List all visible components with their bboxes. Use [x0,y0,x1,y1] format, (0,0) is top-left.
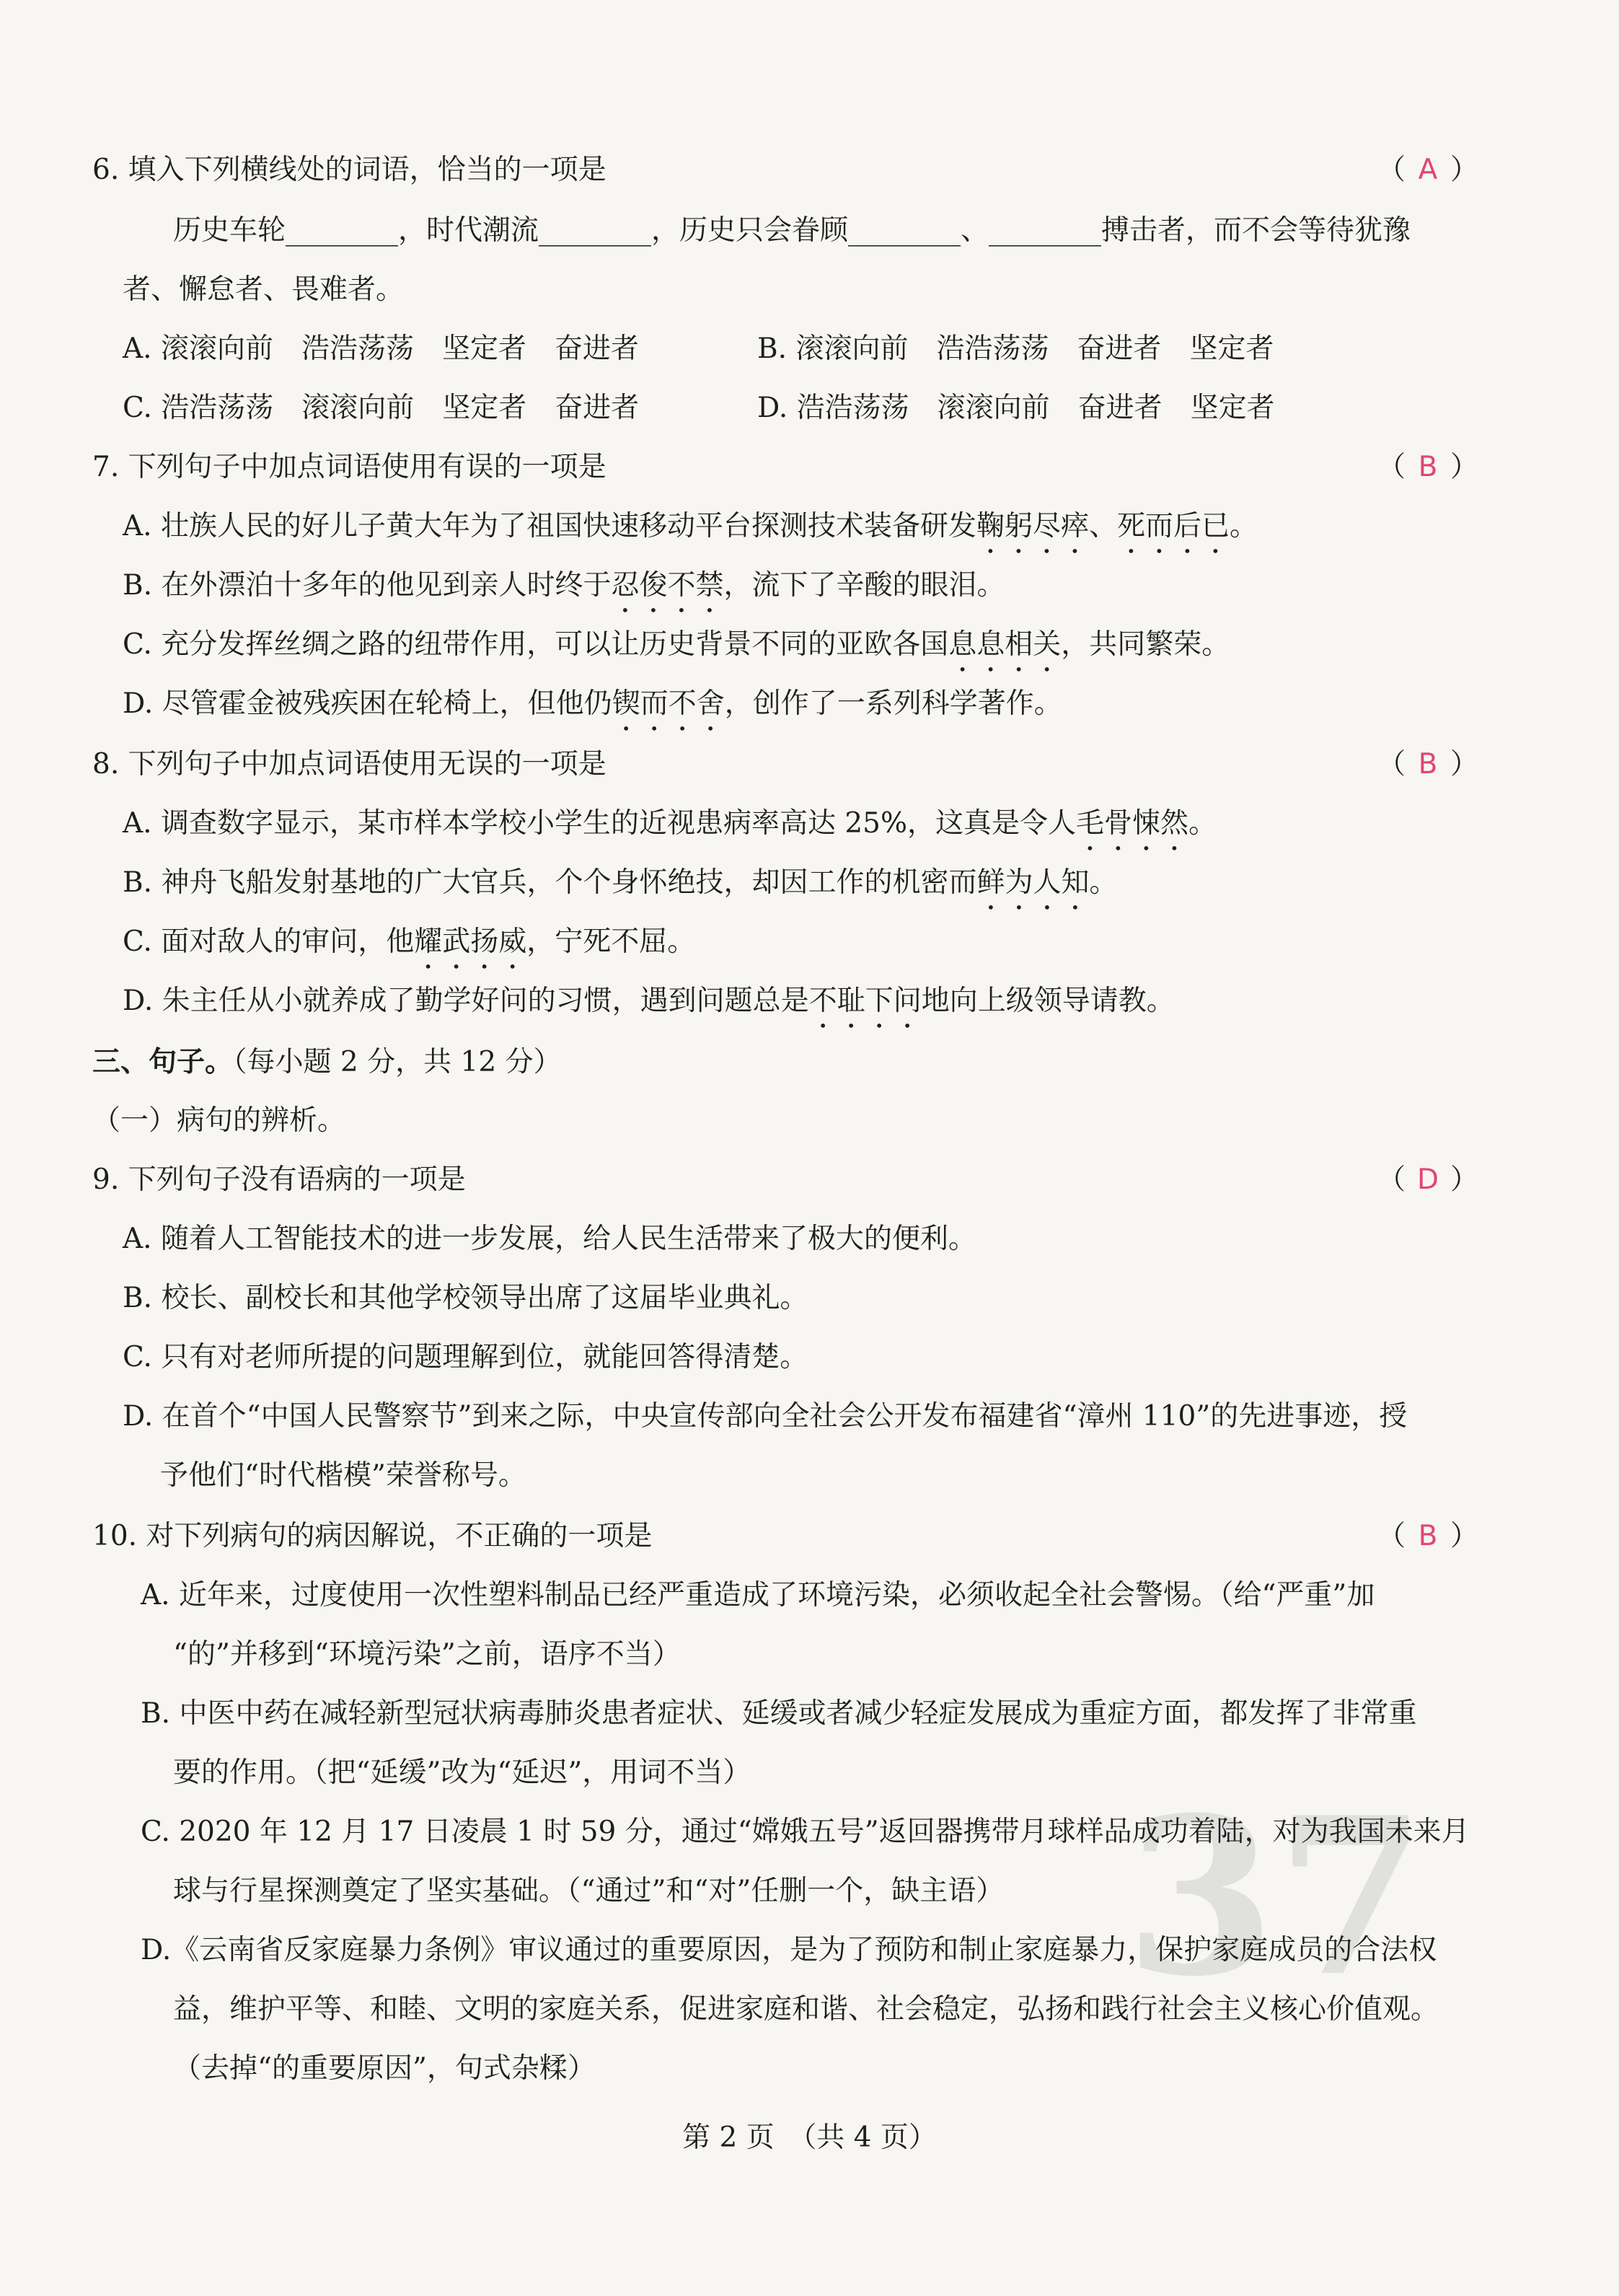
question-7-stem: 7. 下列句子中加点词语使用有误的一项是 [92,451,606,483]
question-10-option-c-line-1: C. 2020 年 12 月 17 日凌晨 1 时 59 分，通过“嫦娥五号”返回器携带月球样品成功着陆，对为我国未来月 [141,1816,1470,1848]
question-6-answer [1377,153,1478,188]
option-text: D. 朱主任从小就养成了勤学好问的习惯，遇到问题总是 [123,985,809,1017]
section-3-subheading: （一）病句的辨析。 [92,1104,346,1137]
answer-letter: B [1418,748,1438,780]
option-text: D. 尽管霍金被残疾困在轮椅上，但他仍 [123,687,612,720]
dotted-term: 锲而不舍 [612,687,725,720]
option-text: C. 面对敌人的审问，他 [123,925,415,958]
question-9-option-c: C. 只有对老师所提的问题理解到位，就能回答得清楚。 [123,1341,808,1373]
option-text: 。 [1188,807,1217,840]
question-8-answer [1377,747,1478,782]
section-score: （每小题 2 分，共 12 分） [233,1046,562,1078]
option-text: B. 神舟飞船发射基地的广大官兵，个个身怀绝技，却因工作的机密而 [123,866,977,899]
dotted-term: 耀武扬威 [414,925,527,958]
dotted-term: 鲜为人知 [976,866,1090,899]
paren-open: （ [1377,451,1406,483]
question-6-passage-line-2: 者、懈怠者、畏难者。 [123,273,405,306]
option-text: ，流下了辛酸的眼泪。 [723,569,1005,602]
answer-letter: D [1416,1164,1439,1196]
option-text: C. 充分发挥丝绸之路的纽带作用，可以让历史背景不同的亚欧各国 [123,628,949,661]
question-9-answer [1377,1163,1478,1197]
option-text: ，宁死不屈。 [526,925,696,958]
question-9-stem: 9. 下列句子没有语病的一项是 [92,1164,466,1196]
question-6-option-a: A. 滚滚向前 浩浩荡荡 坚定者 奋进者 [123,333,639,365]
question-10-answer [1377,1519,1478,1554]
question-8-option-d [123,984,1175,1034]
paren-close: ） [1450,1164,1478,1196]
question-10-option-d-line-3: （去掉“的重要原因”，句式杂糅） [173,2052,596,2085]
question-8-option-b [123,866,1118,916]
question-9-option-b: B. 校长、副校长和其他学校领导出席了这届毕业典礼。 [123,1282,808,1314]
question-8-option-a [123,806,1217,857]
answer-letter: B [1418,451,1438,483]
paren-open: （ [1377,1164,1406,1196]
paren-close: ） [1450,748,1478,780]
section-3-heading [92,1044,562,1080]
question-9-option-d-line-2: 予他们“时代楷模”荣誉称号。 [160,1459,526,1492]
paren-close: ） [1450,451,1478,483]
dotted-term: 毛骨悚然 [1076,807,1189,840]
paren-open: （ [1377,748,1406,780]
dotted-term: 死而后已 [1117,510,1230,542]
option-text: A. 壮族人民的好儿子黄大年为了祖国快速移动平台探测技术装备研发 [123,510,976,542]
option-text: 。 [1089,866,1118,899]
question-7-option-c [123,628,1230,678]
paren-close: ） [1450,154,1478,186]
question-6-stem: 6. 填入下列横线处的词语，恰当的一项是 [92,154,606,186]
question-10-option-c-line-2: 球与行星探测奠定了坚实基础。（“通过”和“对”任删一个，缺主语） [173,1875,1005,1907]
answer-letter: B [1418,1520,1438,1552]
option-text: ，共同繁荣。 [1061,628,1230,661]
dotted-term: 忍俊不禁 [611,569,724,602]
question-7-answer [1377,450,1478,485]
section-title: 三、句子。 [92,1045,234,1078]
question-10-option-a-line-1: A. 近年来，过度使用一次性塑料制品已经严重造成了环境污染，必须收起全社会警惕。（给“严重”加 [141,1579,1375,1611]
page-number-watermark: 37 [1125,1769,1426,2024]
option-text: ，创作了一系列科学著作。 [724,687,1062,720]
question-6-option-c: C. 浩浩荡荡 滚滚向前 坚定者 奋进者 [123,392,640,424]
option-text: A. 调查数字显示，某市样本学校小学生的近视患病率高达 25%，这真是令人 [123,807,1077,840]
question-10-option-a-line-2: “的”并移到“环境污染”之前，语序不当） [173,1638,681,1671]
question-9-option-d-line-1: D. 在首个“中国人民警察节”到来之际，中央宣传部向全社会公开发布福建省“漳州 110”的先进事迹，授 [123,1400,1408,1433]
answer-letter: A [1418,154,1438,186]
question-10-option-d-line-1: D.《云南省反家庭暴力条例》审议通过的重要原因，是为了预防和制止家庭暴力，保护家庭成员的合法权 [141,1934,1437,1966]
question-8-option-c [123,925,695,975]
option-text: 地向上级领导请教。 [921,985,1175,1017]
paren-close: ） [1450,1520,1478,1552]
page-footer: 第 2 页 （共 4 页） [682,2121,937,2154]
question-7-option-b [123,568,1005,619]
question-8-stem: 8. 下列句子中加点词语使用无误的一项是 [92,748,606,780]
question-6-option-b: B. 滚滚向前 浩浩荡荡 奋进者 坚定者 [757,333,1274,365]
dotted-term: 鞠躬尽瘁 [976,510,1089,542]
question-10-option-b-line-1: B. 中医中药在减轻新型冠状病毒肺炎患者症状、延缓或者减少轻症发展成为重症方面，都发挥了非常重 [141,1697,1417,1730]
dotted-term: 不耻下问 [808,985,922,1017]
question-9-option-a: A. 随着人工智能技术的进一步发展，给人民生活带来了极大的便利。 [123,1223,976,1255]
option-text: 、 [1088,510,1117,542]
question-7-option-a [123,509,1258,560]
option-text: B. 在外漂泊十多年的他见到亲人时终于 [123,569,612,602]
question-6-passage-line-1: 历史车轮________，时代潮流________，历史只会眷顾________、________搏击者，而不会等待犹豫 [173,214,1411,247]
question-10-option-b-line-2: 要的作用。（把“延缓”改为“延迟”，用词不当） [173,1756,751,1789]
paren-open: （ [1377,154,1406,186]
question-10-option-d-line-2: 益，维护平等、和睦、文明的家庭关系，促进家庭和谐、社会稳定，弘扬和践行社会主义核心价值观。 [173,1993,1439,2026]
question-10-stem: 10. 对下列病句的病因解说，不正确的一项是 [92,1520,653,1552]
dotted-term: 息息相关 [948,628,1062,661]
paren-open: （ [1377,1520,1406,1552]
option-text: 。 [1230,510,1258,542]
question-6-option-d: D. 浩浩荡荡 滚滚向前 奋进者 坚定者 [757,392,1275,424]
question-7-option-d [123,687,1062,737]
